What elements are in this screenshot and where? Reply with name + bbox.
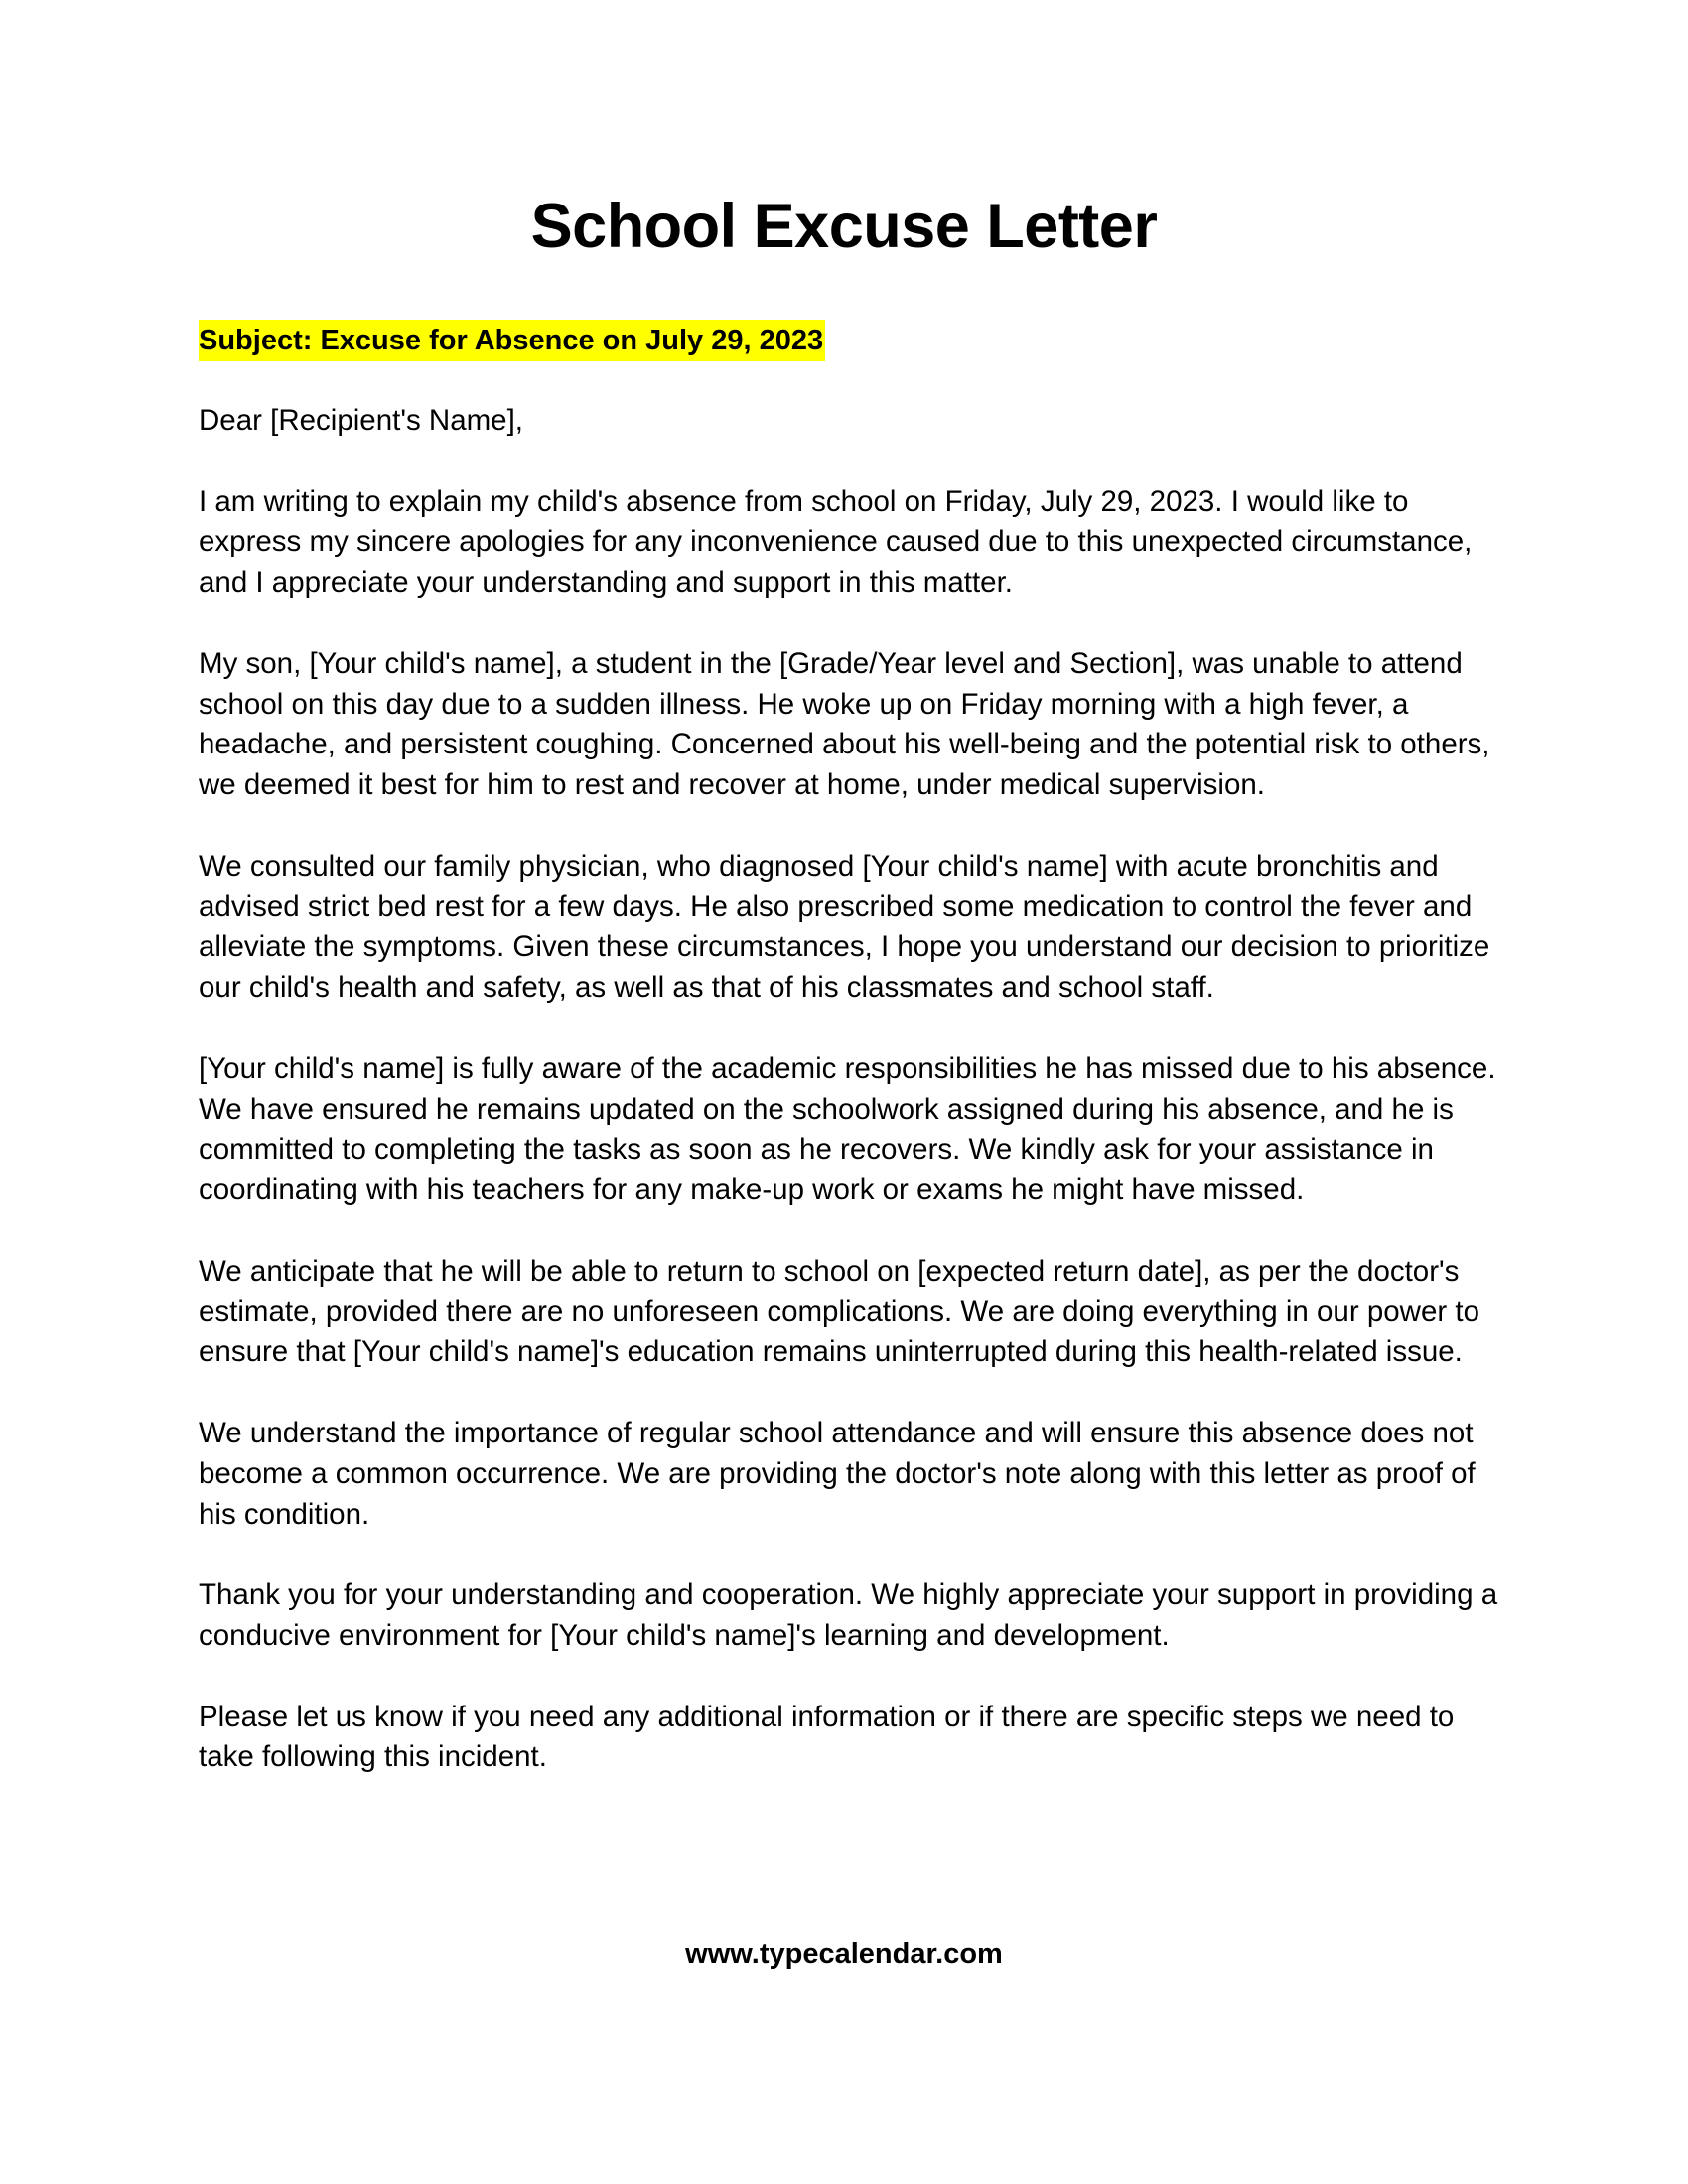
salutation: Dear [Recipient's Name], [199, 404, 523, 437]
letter-body [199, 320, 1509, 1819]
paragraph-2: My son, [Your child's name], a student in the [Grade/Year level and Section], was unable to attend school on this day due to a sudden illness. He woke up on Friday morning with a high fever, a headache, and persistent coughing. Concerned about his well-being and the potential risk to others, we deemed it best for him to rest and recover at home, under medical supervision. [199, 646, 1490, 802]
paragraph-3: We consulted our family physician, who diagnosed [Your child's name] with acute bronchitis and advised strict bed rest for a few days. He also prescribed some medication to control the fever and alleviate the symptoms. Given these circumstances, I hope you understand our decision to prioritize our child's health and safety, as well as that of his classmates and school staff. [199, 849, 1490, 1005]
page-title: School Excuse Letter [530, 192, 1158, 261]
paragraph-7: Thank you for your understanding and cooperation. We highly appreciate your support in providing a conducive environment for [Your child's name]'s learning and development. [199, 1578, 1498, 1652]
paragraph-4: [Your child's name] is fully aware of the academic responsibilities he has missed due to his absence. We have ensured he remains updated on the schoolwork assigned during his absence, and he is committed to completing the tasks as soon as he recovers. We kindly ask for your assistance in coordinating with his teachers for any make-up work or exams he might have missed. [199, 1051, 1496, 1207]
paragraph-5: We anticipate that he will be able to return to school on [expected return date], as per the doctor's estimate, provided there are no unforeseen complications. We are doing everything in our power to ensure that [Your child's name]'s education remains uninterrupted during this health-related issue. [199, 1254, 1479, 1369]
subject-line: Subject: Excuse for Absence on July 29, 2023 [199, 320, 825, 361]
paragraph-6: We understand the importance of regular school attendance and will ensure this absence does not become a common occurrence. We are providing the doctor's note along with this letter as proof of his condition. [199, 1416, 1476, 1531]
footer-url[interactable]: www.typecalendar.com [685, 1938, 1003, 1970]
paragraph-1: I am writing to explain my child's absence from school on Friday, July 29, 2023. I would like to express my sincere apologies for any inconvenience caused due to this unexpected circumstance, and I appreciate your understanding and support in this matter. [199, 484, 1473, 600]
paragraph-8: Please let us know if you need any additional information or if there are specific steps we need to take following this incident. [199, 1700, 1455, 1774]
